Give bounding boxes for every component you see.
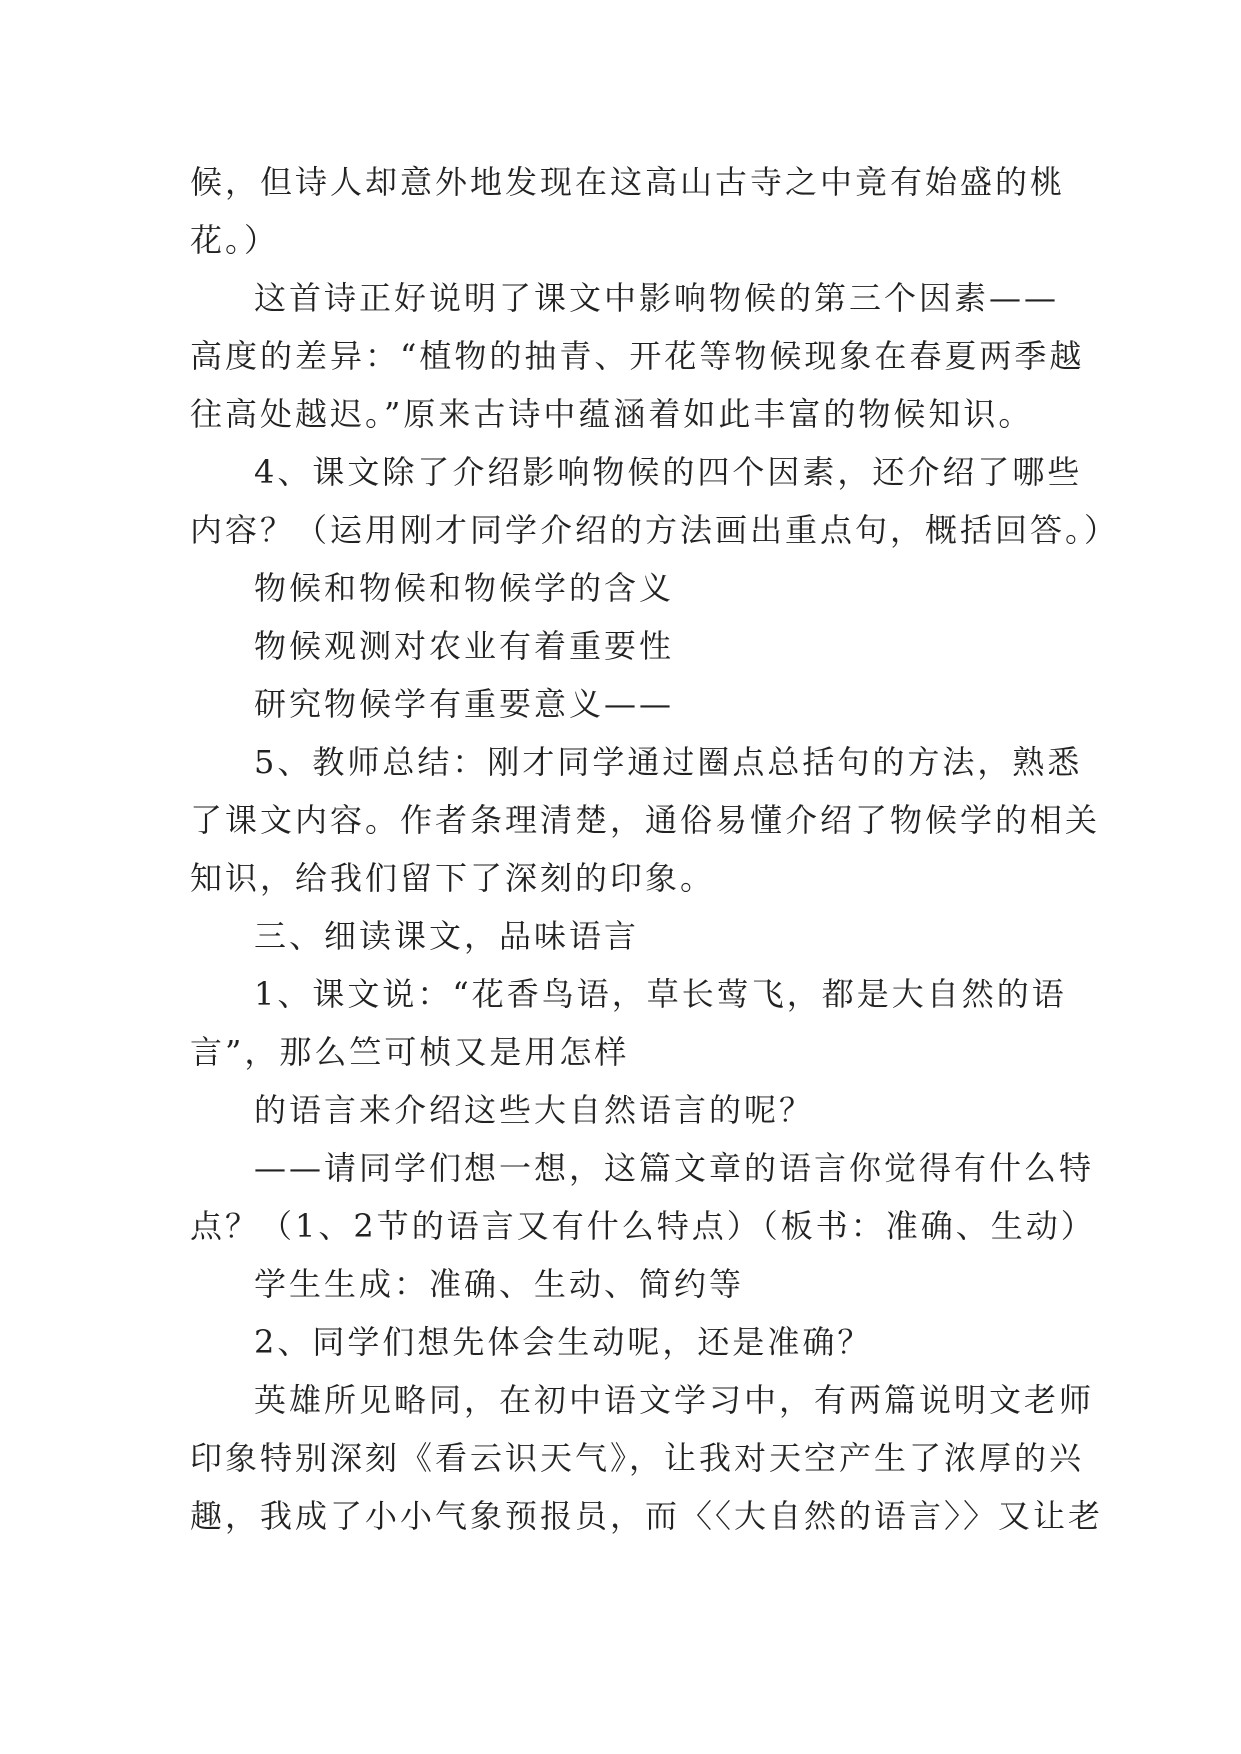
text-line: 2、同学们想先体会生动呢，还是准确？ [254,1323,873,1361]
text-line: 言”，那么竺可桢又是用怎样 [190,1033,630,1071]
text-line: 研究物候学有重要意义—— [254,685,675,723]
text-line: 候，但诗人却意外地发现在这高山古寺之中竟有始盛的桃 [190,163,1066,201]
text-line: 点？（1、2节的语言又有什么特点）（板书：准确、生动） [190,1207,1096,1245]
text-line: 1、课文说：“花香鸟语，草长莺飞，都是大自然的语 [254,975,1067,1013]
text-line: 内容？（运用刚才同学介绍的方法画出重点句，概括回答。） [190,511,1120,549]
text-line: 英雄所见略同，在初中语文学习中，有两篇说明文老师 [254,1381,1095,1419]
text-line: 物候和物候和物候学的含义 [254,569,675,607]
text-line: 学生生成：准确、生动、简约等 [254,1265,745,1303]
text-line: 往高处越迟。”原来古诗中蕴涵着如此丰富的物候知识。 [190,395,1034,433]
text-line: 印象特别深刻《看云识天气》，让我对天空产生了浓厚的兴 [190,1439,1085,1477]
text-line: 知识，给我们留下了深刻的印象。 [190,859,716,897]
text-line: 这首诗正好说明了课文中影响物候的第三个因素—— [254,279,1060,317]
text-line: 趣，我成了小小气象预报员，而〈〈大自然的语言〉〉又让老 [190,1497,1104,1535]
text-line: 物候观测对农业有着重要性 [254,627,675,665]
text-line: 4、课文除了介绍影响物候的四个因素，还介绍了哪些 [254,453,1083,491]
text-line: 高度的差异：“植物的抽青、开花等物候现象在春夏两季越 [190,337,1085,375]
section-heading: 三、细读课文，品味语言 [254,917,640,955]
text-line: 的语言来介绍这些大自然语言的呢？ [254,1091,815,1129]
text-line: ——请同学们想一想，这篇文章的语言你觉得有什么特 [254,1149,1095,1187]
text-line: 了课文内容。作者条理清楚，通俗易懂介绍了物候学的相关 [190,801,1101,839]
text-line: 花。） [190,221,280,259]
text-line: 5、教师总结：刚才同学通过圈点总括句的方法，熟悉 [254,743,1083,781]
